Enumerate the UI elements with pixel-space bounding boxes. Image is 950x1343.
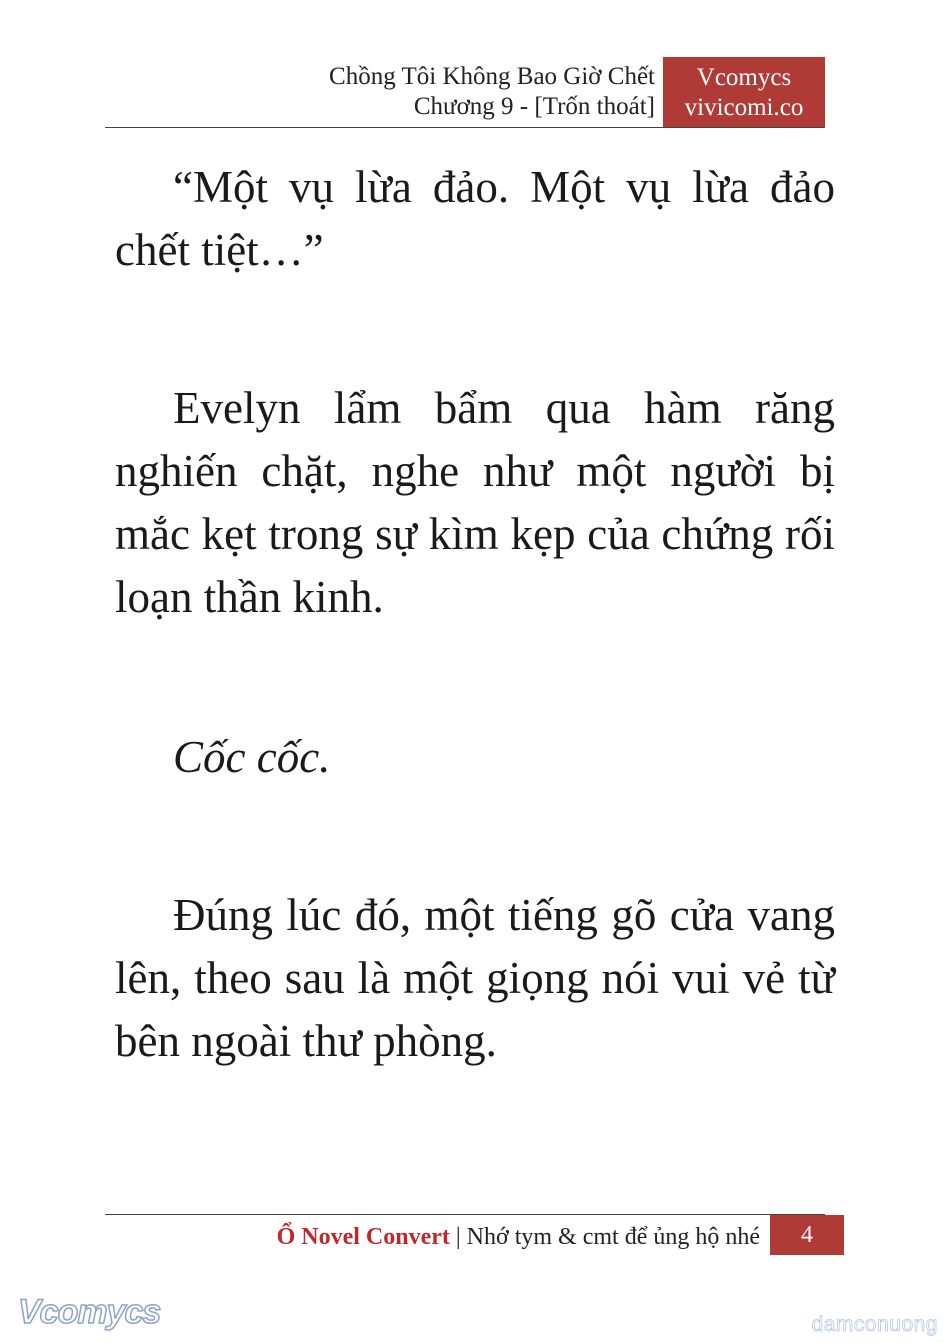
paragraph: Evelyn lẩm bẩm qua hàm răng nghiến chặt, nghe như một người bị mắc kẹt trong sự kìm kẹp của chứng rối loạn thần kinh.	[115, 383, 835, 622]
site-name: Vcomycs	[696, 64, 792, 91]
footer-separator: |	[449, 1224, 467, 1250]
footer-note: Nhớ tym & cmt để ủng hộ nhé	[466, 1224, 760, 1250]
paragraph: “Một vụ lừa đảo. Một vụ lừa đảo chết tiệt…”	[115, 162, 835, 275]
vcomycs-logo: Vcomycs	[18, 1293, 161, 1331]
book-title: Chồng Tôi Không Bao Giờ Chết	[329, 63, 655, 90]
paragraph: Đúng lúc đó, một tiếng gõ cửa vang lên, theo sau là một giọng nói vui vẻ từ bên ngoài thư phòng.	[115, 890, 835, 1066]
site-badge	[663, 57, 825, 127]
header-divider	[105, 127, 825, 128]
footer-text	[277, 1222, 760, 1252]
site-url: vivicomi.co	[684, 94, 804, 121]
footer-brand: Ổ Novel Convert	[276, 1224, 450, 1250]
paragraph-sound-effect: Cốc cốc.	[173, 732, 331, 782]
page-number: 4	[770, 1215, 844, 1255]
header-text	[329, 62, 655, 122]
watermark: damconuong	[811, 1313, 938, 1336]
footer-divider	[105, 1214, 825, 1215]
chapter-title: Chương 9 - [Trốn thoát]	[413, 93, 655, 120]
